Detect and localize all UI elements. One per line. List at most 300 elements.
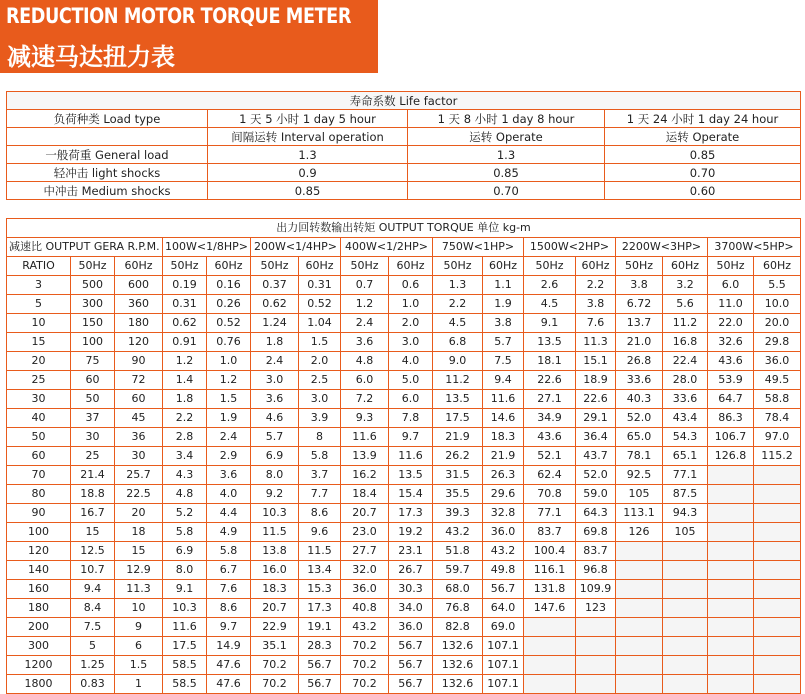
table-row: [7, 656, 801, 675]
torque-cell: [663, 618, 708, 637]
rpm-cell: 1: [115, 675, 163, 694]
torque-cell: 7.7: [299, 485, 341, 504]
torque-cell: [663, 599, 708, 618]
torque-cell: 4.9: [207, 523, 251, 542]
life-value: 0.85: [208, 182, 408, 200]
torque-cell: 17.5: [433, 409, 483, 428]
torque-cell: [708, 485, 754, 504]
torque-cell: 8.6: [207, 599, 251, 618]
torque-cell: 132.6: [433, 675, 483, 694]
ratio-cell: 3: [7, 276, 71, 295]
torque-cell: 14.6: [483, 409, 524, 428]
table-row: [7, 333, 801, 352]
hz-header: 60Hz: [663, 257, 708, 276]
torque-cell: 106.7: [708, 428, 754, 447]
ratio-cell: 1800: [7, 675, 71, 694]
torque-cell: 0.7: [341, 276, 389, 295]
life-value: 1.3: [408, 146, 605, 164]
ratio-cell: 60: [7, 447, 71, 466]
life-factor-title: 寿命系数 Life factor: [7, 92, 801, 110]
torque-cell: [754, 618, 801, 637]
torque-cell: 3.0: [251, 371, 299, 390]
torque-cell: 43.6: [708, 352, 754, 371]
ratio-cell: 70: [7, 466, 71, 485]
torque-cell: 20.7: [341, 504, 389, 523]
rpm-cell: 10: [115, 599, 163, 618]
table-row: [7, 542, 801, 561]
hz-header: 50Hz: [163, 257, 207, 276]
torque-cell: 11.3: [576, 333, 616, 352]
torque-cell: 1.3: [433, 276, 483, 295]
ratio-cell: 10: [7, 314, 71, 333]
table-row: [7, 599, 801, 618]
rpm-cell: 6: [115, 637, 163, 656]
torque-cell: 52.1: [524, 447, 576, 466]
rpm-cell: 90: [115, 352, 163, 371]
operation-header: 运转 Operate: [408, 128, 605, 146]
torque-cell: 78.4: [754, 409, 801, 428]
rpm-cell: 60: [71, 371, 115, 390]
life-value: 0.9: [208, 164, 408, 182]
torque-cell: 34.9: [524, 409, 576, 428]
ratio-cell: 160: [7, 580, 71, 599]
torque-cell: 15.3: [299, 580, 341, 599]
torque-cell: [576, 618, 616, 637]
torque-cell: 18.3: [251, 580, 299, 599]
torque-cell: [663, 580, 708, 599]
rpm-cell: 15: [115, 542, 163, 561]
torque-cell: 43.6: [524, 428, 576, 447]
torque-cell: 78.1: [616, 447, 663, 466]
torque-cell: 11.5: [299, 542, 341, 561]
torque-cell: 1.0: [207, 352, 251, 371]
torque-cell: 4.8: [163, 485, 207, 504]
torque-cell: 18.3: [483, 428, 524, 447]
torque-cell: 22.9: [251, 618, 299, 637]
rpm-cell: 72: [115, 371, 163, 390]
torque-cell: [663, 656, 708, 675]
torque-cell: 58.5: [163, 656, 207, 675]
torque-cell: 43.7: [576, 447, 616, 466]
torque-cell: 68.0: [433, 580, 483, 599]
torque-cell: 4.5: [433, 314, 483, 333]
torque-cell: 18.4: [341, 485, 389, 504]
torque-cell: 15.1: [576, 352, 616, 371]
rpm-cell: 0.83: [71, 675, 115, 694]
hz-header: 50Hz: [524, 257, 576, 276]
torque-cell: 52.0: [616, 409, 663, 428]
rpm-cell: 500: [71, 276, 115, 295]
torque-cell: 29.6: [483, 485, 524, 504]
torque-cell: 23.1: [389, 542, 433, 561]
torque-cell: 6.9: [163, 542, 207, 561]
torque-cell: 7.6: [576, 314, 616, 333]
torque-cell: 2.5: [299, 371, 341, 390]
torque-cell: 21.9: [483, 447, 524, 466]
torque-cell: 3.8: [576, 295, 616, 314]
load-label: 中冲击 Medium shocks: [7, 182, 208, 200]
rpm-cell: 36: [115, 428, 163, 447]
torque-cell: 2.0: [389, 314, 433, 333]
torque-cell: 7.8: [389, 409, 433, 428]
torque-cell: [524, 637, 576, 656]
torque-cell: 105: [663, 523, 708, 542]
torque-cell: 36.0: [754, 352, 801, 371]
rpm-cell: 21.4: [71, 466, 115, 485]
torque-cell: 36.0: [483, 523, 524, 542]
ratio-cell: 15: [7, 333, 71, 352]
rpm-cell: 18.8: [71, 485, 115, 504]
torque-cell: 8: [299, 428, 341, 447]
torque-cell: 1.9: [207, 409, 251, 428]
torque-cell: 131.8: [524, 580, 576, 599]
torque-cell: [708, 542, 754, 561]
rpm-cell: 12.9: [115, 561, 163, 580]
torque-cell: 43.2: [483, 542, 524, 561]
torque-cell: [616, 675, 663, 694]
torque-cell: 26.2: [433, 447, 483, 466]
torque-cell: 1.9: [483, 295, 524, 314]
ratio-cell: 20: [7, 352, 71, 371]
hz-header: 60Hz: [483, 257, 524, 276]
rpm-cell: 1.5: [115, 656, 163, 675]
torque-cell: 59.7: [433, 561, 483, 580]
ratio-cell: 180: [7, 599, 71, 618]
torque-cell: 3.4: [163, 447, 207, 466]
torque-cell: 32.8: [483, 504, 524, 523]
life-value: 0.60: [605, 182, 801, 200]
torque-cell: [754, 561, 801, 580]
torque-cell: [754, 485, 801, 504]
torque-cell: [754, 580, 801, 599]
ratio-cell: 40: [7, 409, 71, 428]
table-row: [7, 523, 801, 542]
torque-cell: 9.2: [251, 485, 299, 504]
load-label: 轻冲击 light shocks: [7, 164, 208, 182]
torque-cell: 70.2: [341, 675, 389, 694]
torque-cell: 31.5: [433, 466, 483, 485]
torque-cell: 65.1: [663, 447, 708, 466]
torque-cell: 36.0: [341, 580, 389, 599]
torque-cell: 40.8: [341, 599, 389, 618]
torque-cell: 0.31: [163, 295, 207, 314]
torque-cell: 43.2: [341, 618, 389, 637]
torque-cell: 64.3: [576, 504, 616, 523]
torque-cell: 132.6: [433, 656, 483, 675]
table-row: [7, 428, 801, 447]
torque-cell: 5.8: [207, 542, 251, 561]
rpm-cell: 11.3: [115, 580, 163, 599]
torque-cell: 19.1: [299, 618, 341, 637]
life-value: 0.70: [605, 164, 801, 182]
torque-cell: 96.8: [576, 561, 616, 580]
torque-cell: 10.3: [251, 504, 299, 523]
rpm-cell: 20: [115, 504, 163, 523]
torque-cell: [708, 523, 754, 542]
torque-cell: [708, 637, 754, 656]
torque-cell: 7.6: [207, 580, 251, 599]
torque-cell: [754, 523, 801, 542]
torque-cell: 4.0: [207, 485, 251, 504]
life-row: [7, 164, 801, 182]
torque-cell: 86.3: [708, 409, 754, 428]
rpm-cell: 18: [115, 523, 163, 542]
ratio-label: RATIO: [7, 257, 71, 276]
torque-cell: 0.31: [299, 276, 341, 295]
torque-cell: 18.9: [576, 371, 616, 390]
torque-cell: 11.6: [483, 390, 524, 409]
torque-cell: 17.3: [299, 599, 341, 618]
title-banner: [0, 0, 378, 73]
torque-cell: 26.3: [483, 466, 524, 485]
torque-cell: 100.4: [524, 542, 576, 561]
torque-cell: 77.1: [524, 504, 576, 523]
torque-cell: [754, 504, 801, 523]
torque-cell: 56.7: [299, 675, 341, 694]
torque-cell: 11.2: [663, 314, 708, 333]
rpm-cell: 60: [115, 390, 163, 409]
power-header: 400W<1/2HP>: [341, 238, 433, 257]
rpm-cell: 37: [71, 409, 115, 428]
torque-cell: 70.2: [251, 675, 299, 694]
torque-cell: 4.8: [341, 352, 389, 371]
table-row: [7, 466, 801, 485]
torque-cell: 132.6: [433, 637, 483, 656]
torque-cell: 29.8: [754, 333, 801, 352]
torque-cell: 56.7: [299, 656, 341, 675]
torque-cell: [576, 675, 616, 694]
rpm-cell: 150: [71, 314, 115, 333]
torque-cell: 8.0: [251, 466, 299, 485]
torque-cell: 0.52: [299, 295, 341, 314]
torque-cell: 62.4: [524, 466, 576, 485]
torque-cell: 5.5: [754, 276, 801, 295]
torque-cell: 1.8: [163, 390, 207, 409]
ratio-cell: 120: [7, 542, 71, 561]
ratio-cell: 25: [7, 371, 71, 390]
life-row: [7, 146, 801, 164]
torque-cell: 22.4: [663, 352, 708, 371]
hz-header: 60Hz: [115, 257, 163, 276]
torque-cell: 11.0: [708, 295, 754, 314]
torque-cell: 4.6: [251, 409, 299, 428]
torque-cell: 27.1: [524, 390, 576, 409]
torque-cell: 26.7: [389, 561, 433, 580]
torque-cell: 0.16: [207, 276, 251, 295]
rpm-cell: 30: [115, 447, 163, 466]
torque-cell: [708, 580, 754, 599]
torque-cell: 6.7: [207, 561, 251, 580]
life-value: 1.3: [208, 146, 408, 164]
torque-cell: 3.8: [483, 314, 524, 333]
torque-cell: 3.6: [341, 333, 389, 352]
ratio-cell: 90: [7, 504, 71, 523]
torque-cell: 16.8: [663, 333, 708, 352]
torque-cell: 8.0: [163, 561, 207, 580]
power-header: 3700W<5HP>: [708, 238, 801, 257]
torque-cell: 9.7: [207, 618, 251, 637]
hz-header: 50Hz: [251, 257, 299, 276]
torque-cell: 47.6: [207, 656, 251, 675]
torque-cell: 2.4: [341, 314, 389, 333]
table-row: [7, 295, 801, 314]
torque-cell: 33.6: [663, 390, 708, 409]
torque-cell: 17.5: [163, 637, 207, 656]
torque-cell: 0.52: [207, 314, 251, 333]
ratio-cell: 100: [7, 523, 71, 542]
rpm-cell: 50: [71, 390, 115, 409]
torque-cell: 2.0: [299, 352, 341, 371]
life-row: [7, 182, 801, 200]
torque-cell: 9.3: [341, 409, 389, 428]
rpm-cell: 100: [71, 333, 115, 352]
torque-cell: 27.7: [341, 542, 389, 561]
table-row: [7, 447, 801, 466]
life-value: 0.70: [408, 182, 605, 200]
torque-cell: 105: [616, 485, 663, 504]
power-header: 2200W<3HP>: [616, 238, 708, 257]
ratio-cell: 1200: [7, 656, 71, 675]
torque-cell: 64.0: [483, 599, 524, 618]
torque-cell: 82.8: [433, 618, 483, 637]
power-header: 1500W<2HP>: [524, 238, 616, 257]
torque-cell: [754, 542, 801, 561]
ratio-cell: 5: [7, 295, 71, 314]
torque-cell: [754, 466, 801, 485]
torque-cell: 22.0: [708, 314, 754, 333]
torque-cell: 36.0: [389, 618, 433, 637]
ratio-cell: 50: [7, 428, 71, 447]
torque-cell: 0.62: [251, 295, 299, 314]
rpm-cell: 180: [115, 314, 163, 333]
torque-cell: 1.04: [299, 314, 341, 333]
load-label: 一般荷重 General load: [7, 146, 208, 164]
torque-cell: 3.0: [389, 333, 433, 352]
torque-cell: 123: [576, 599, 616, 618]
torque-cell: 21.9: [433, 428, 483, 447]
torque-cell: 13.5: [389, 466, 433, 485]
torque-cell: 3.8: [616, 276, 663, 295]
rpm-cell: 22.5: [115, 485, 163, 504]
ratio-cell: 200: [7, 618, 71, 637]
torque-cell: 54.3: [663, 428, 708, 447]
hz-header: 50Hz: [708, 257, 754, 276]
torque-cell: 1.4: [163, 371, 207, 390]
torque-cell: 4.0: [389, 352, 433, 371]
torque-cell: 109.9: [576, 580, 616, 599]
torque-cell: 69.0: [483, 618, 524, 637]
torque-cell: 11.6: [341, 428, 389, 447]
torque-cell: 1.2: [207, 371, 251, 390]
torque-cell: 0.19: [163, 276, 207, 295]
torque-cell: 5.0: [389, 371, 433, 390]
life-value: 0.85: [408, 164, 605, 182]
torque-cell: 87.5: [663, 485, 708, 504]
hz-header: 60Hz: [299, 257, 341, 276]
torque-cell: 4.5: [524, 295, 576, 314]
torque-cell: 9.1: [524, 314, 576, 333]
torque-cell: 6.0: [341, 371, 389, 390]
torque-cell: 30.3: [389, 580, 433, 599]
torque-cell: 9.1: [163, 580, 207, 599]
torque-cell: 147.6: [524, 599, 576, 618]
rpm-cell: 8.4: [71, 599, 115, 618]
torque-cell: 13.8: [251, 542, 299, 561]
torque-cell: [616, 561, 663, 580]
rpm-cell: 45: [115, 409, 163, 428]
torque-cell: 6.8: [433, 333, 483, 352]
torque-cell: 47.6: [207, 675, 251, 694]
torque-cell: 6.0: [389, 390, 433, 409]
ratio-cell: 140: [7, 561, 71, 580]
table-row: [7, 409, 801, 428]
torque-cell: 97.0: [754, 428, 801, 447]
torque-cell: 20.7: [251, 599, 299, 618]
torque-cell: 11.5: [251, 523, 299, 542]
torque-cell: 0.91: [163, 333, 207, 352]
torque-cell: 0.37: [251, 276, 299, 295]
torque-cell: 1.1: [483, 276, 524, 295]
torque-cell: 28.3: [299, 637, 341, 656]
torque-cell: 7.2: [341, 390, 389, 409]
torque-cell: 1.8: [251, 333, 299, 352]
torque-cell: 20.0: [754, 314, 801, 333]
torque-cell: 1.24: [251, 314, 299, 333]
torque-cell: 40.3: [616, 390, 663, 409]
torque-cell: [616, 637, 663, 656]
rpm-cell: 15: [71, 523, 115, 542]
torque-cell: 34.0: [389, 599, 433, 618]
torque-cell: 70.2: [341, 656, 389, 675]
torque-cell: 10.3: [163, 599, 207, 618]
torque-cell: 92.5: [616, 466, 663, 485]
title-english: REDUCTION MOTOR TORQUE METER: [6, 4, 351, 28]
torque-cell: 5.2: [163, 504, 207, 523]
duration-header: 1 天 5 小时 1 day 5 hour: [208, 110, 408, 128]
torque-cell: 69.8: [576, 523, 616, 542]
torque-cell: 6.72: [616, 295, 663, 314]
torque-cell: [663, 542, 708, 561]
torque-cell: 49.8: [483, 561, 524, 580]
torque-cell: [708, 561, 754, 580]
table-row: [7, 637, 801, 656]
power-header: 100W<1/8HP>: [163, 238, 251, 257]
torque-cell: 3.7: [299, 466, 341, 485]
torque-cell: 77.1: [663, 466, 708, 485]
rpm-cell: 25: [71, 447, 115, 466]
torque-cell: 94.3: [663, 504, 708, 523]
torque-cell: 76.8: [433, 599, 483, 618]
torque-cell: 43.4: [663, 409, 708, 428]
empty-cell: [7, 128, 208, 146]
torque-cell: 2.2: [576, 276, 616, 295]
rpm-cell: 9.4: [71, 580, 115, 599]
hz-header: 50Hz: [71, 257, 115, 276]
torque-cell: 28.0: [663, 371, 708, 390]
torque-cell: [663, 637, 708, 656]
torque-cell: [708, 599, 754, 618]
torque-cell: 39.3: [433, 504, 483, 523]
torque-cell: 26.8: [616, 352, 663, 371]
torque-cell: 51.8: [433, 542, 483, 561]
torque-cell: 2.4: [207, 428, 251, 447]
torque-cell: 11.6: [163, 618, 207, 637]
torque-cell: 1.5: [207, 390, 251, 409]
torque-cell: [576, 637, 616, 656]
torque-cell: 22.6: [524, 371, 576, 390]
rpm-label: 减速比 OUTPUT GERA R.P.M.: [7, 238, 163, 257]
torque-cell: 5.6: [663, 295, 708, 314]
